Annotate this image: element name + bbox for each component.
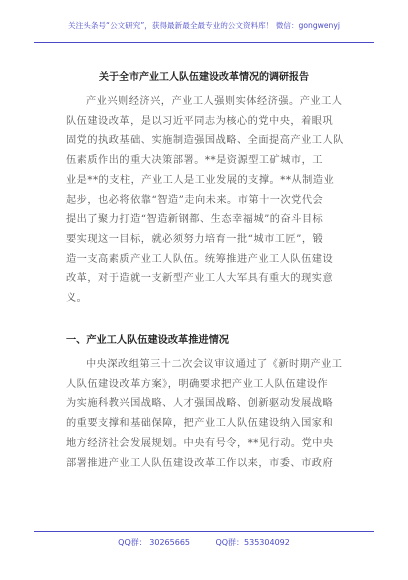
intro-line: 产业兴则经济兴，产业工人强则实体经济强。产业工人 — [86, 96, 343, 107]
intro-paragraph — [66, 92, 356, 309]
header-divider — [34, 42, 374, 43]
section-line: 地方经济社会发展规划。中央有号令，**见行动。党中央 — [66, 437, 334, 449]
document-title: 关于全市产业工人队伍建设改革情况的调研报告 — [99, 72, 309, 83]
section-line: 部署推进产业工人队伍建设改革工作以来，市委、市政府 — [66, 457, 334, 469]
section-paragraph — [66, 355, 356, 473]
intro-line: 造一支高素质产业工人队伍。统筹推进产业工人队伍建设 — [66, 253, 334, 265]
intro-line: 改革，对于造就一支新型产业工人大军具有重大的现实意 — [66, 273, 334, 285]
section-line: 中央深改组第三十二次会议审议通过了《新时期产业工 — [86, 359, 343, 370]
intro-line: 业是**的支柱，产业工人是工业发展的支撑。**从制造业 — [66, 174, 335, 186]
section-heading: 一、产业工人队伍建设改革推进情况 — [66, 334, 229, 346]
section-line: 为实施科教兴国战略、人才强国战略、创新驱动发展战略 — [66, 398, 334, 410]
intro-line: 起步，也必将依靠“智造”走向未来。市第十一次党代会 — [66, 194, 324, 206]
footer-contact: QQ群： 30265665 QQ群：535304092 — [118, 538, 290, 547]
intro-line: 伍素质作出的重大决策部署。**是资源型工矿城市，工 — [66, 155, 323, 167]
intro-line: 队伍建设改革，是以习近平同志为核心的党中央，着眼巩 — [66, 115, 334, 127]
footer-divider — [34, 531, 374, 532]
intro-line: 义。 — [66, 293, 88, 305]
intro-line: 要实现这一目标，就必须努力培育一批“城市工匠”，锻 — [66, 233, 324, 245]
intro-line: 固党的执政基础、实施制造强国战略、全面提高产业工人队 — [66, 135, 344, 147]
header-banner: 关注头条号“公文研究”，获得最新最全最专业的公文资料库！ 微信：gongwenyj — [68, 21, 340, 30]
section-line: 人队伍建设改革方案》，明确要求把产业工人队伍建设作 — [66, 378, 329, 390]
intro-line: 提出了聚力打造“智造新钢都、生态幸福城”的奋斗目标 — [66, 214, 324, 226]
section-line: 的重要支撑和基础保障，把产业工人队伍建设纳入国家和 — [66, 418, 334, 430]
